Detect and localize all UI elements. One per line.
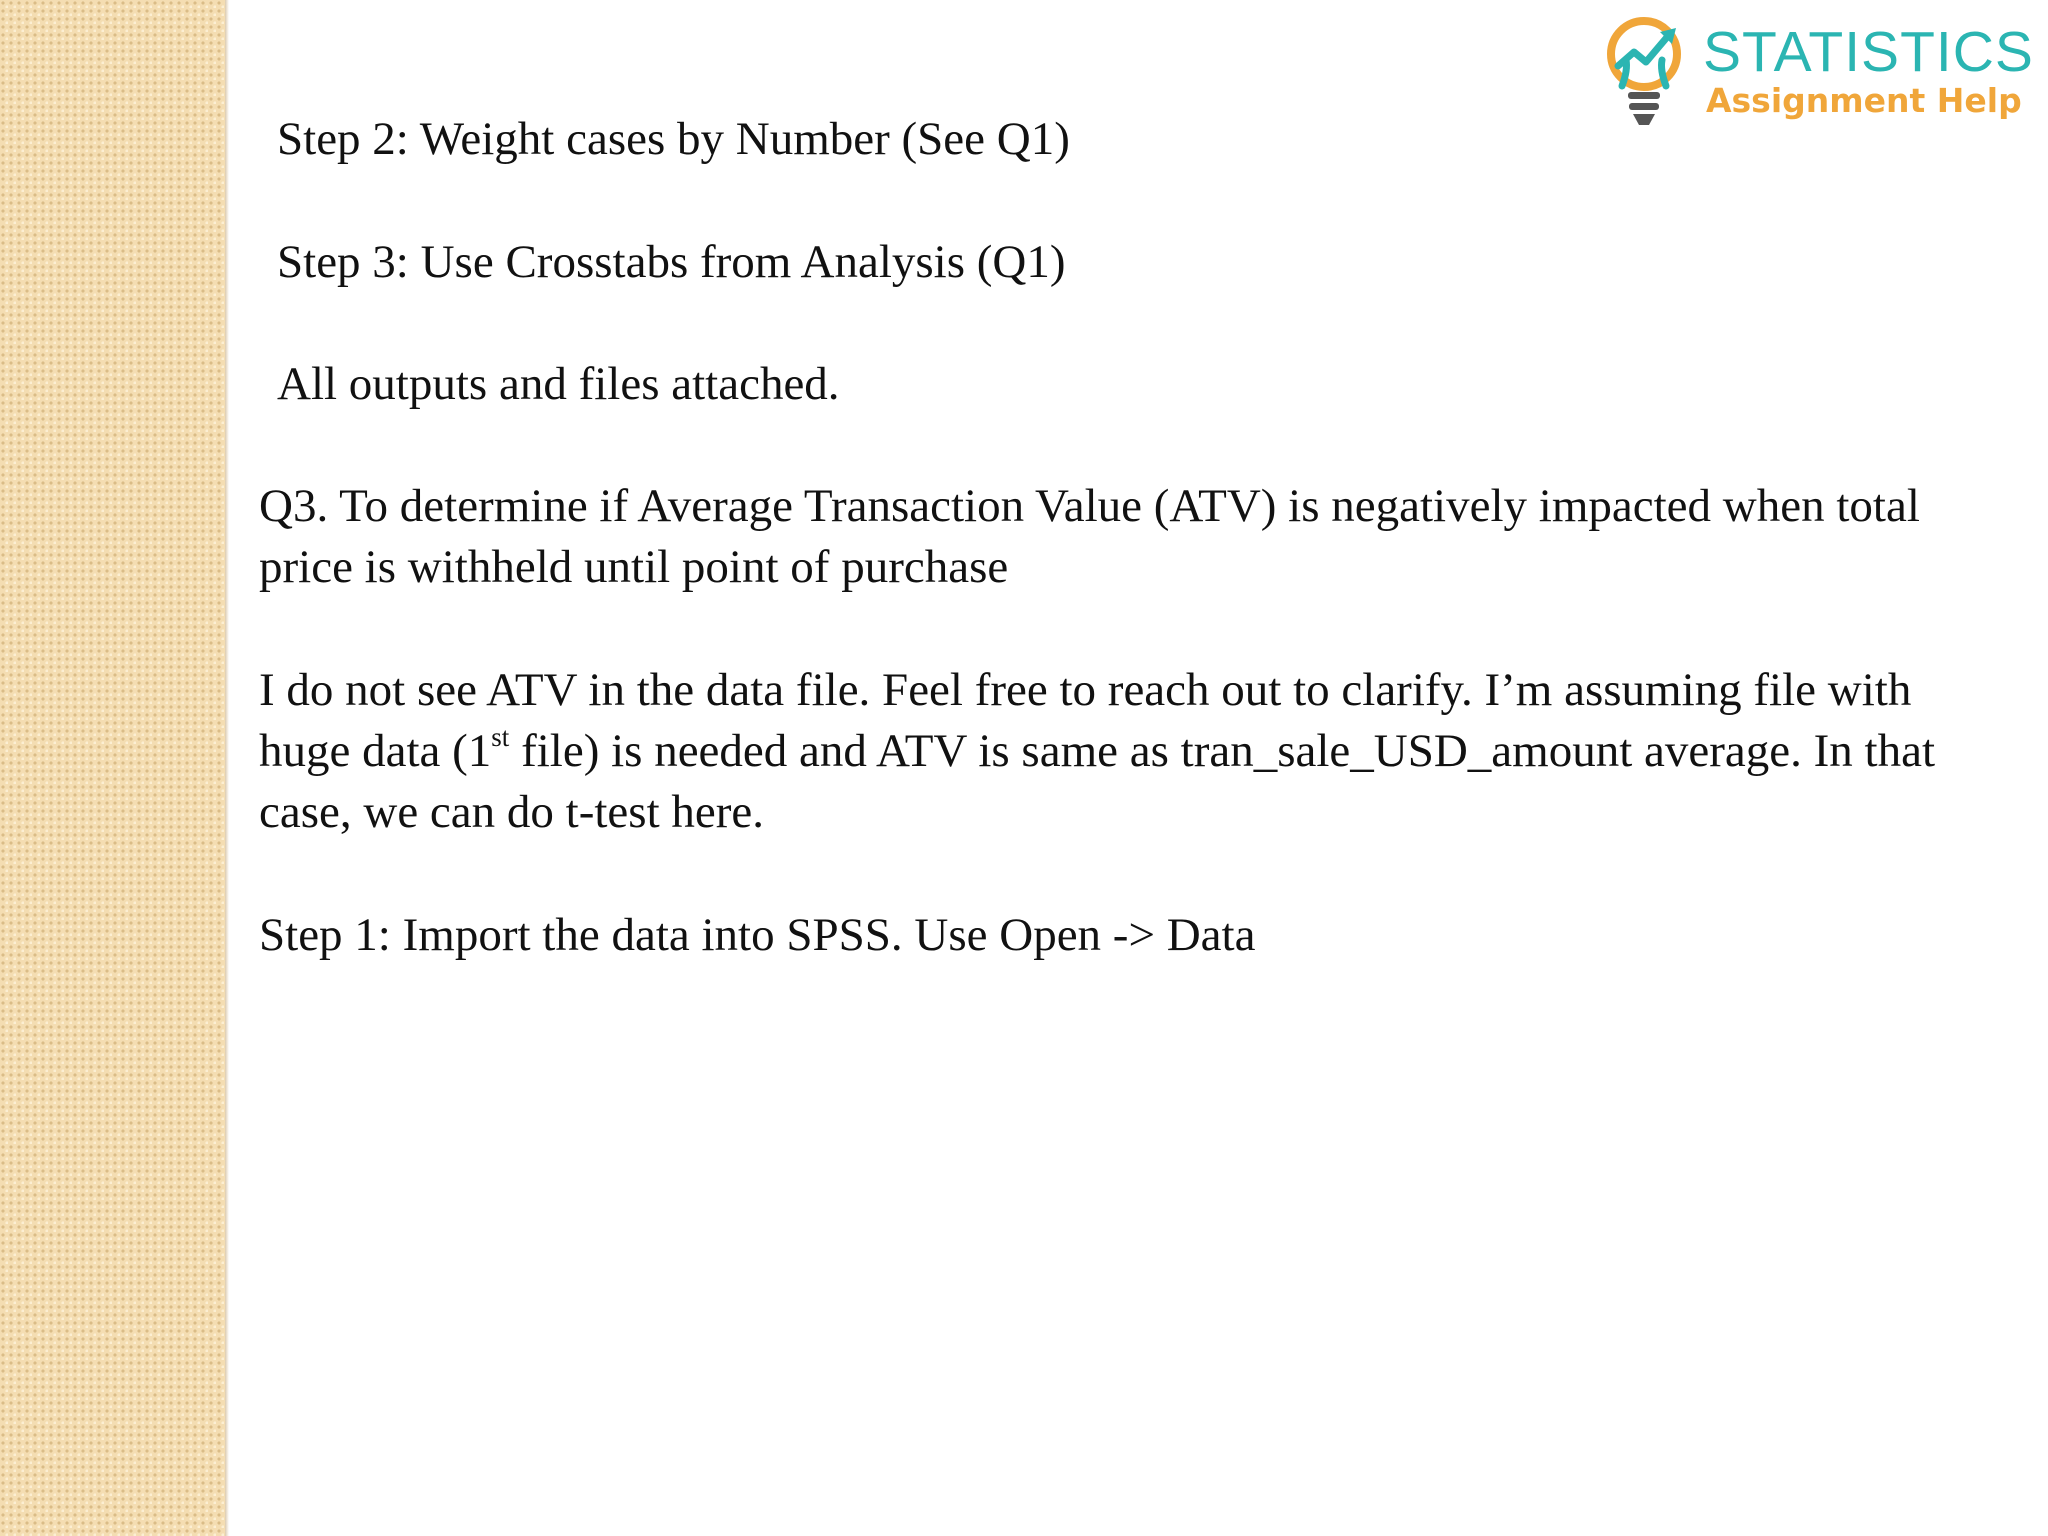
logo-subtitle: Assignment Help [1706,81,2022,120]
note-line-3: case, we can do t-test here. [259,786,764,838]
note-line-1: I do not see ATV in the data file. Feel free to reach out to clarify. I’m assuming file with [259,664,1912,716]
q3-question-line-1: Q3. To determine if Average Transaction Value (ATV) is negatively impacted when total [259,480,1920,532]
step-2-text: Step 2: Weight cases by Number (See Q1) [277,113,1070,165]
note-line-2 [259,721,1935,782]
note-line-2-start: huge data (1 [259,725,492,777]
statistics-assignment-help-logo [1598,8,2034,138]
ordinal-suffix: st [491,722,510,752]
side-band-edge [225,0,229,1536]
step-3-text: Step 3: Use Crosstabs from Analysis (Q1) [277,236,1066,288]
note-line-2-end: file) is needed and ATV is same as tran_sale_USD_amount average. In that [509,725,1936,777]
decorative-side-band [0,0,225,1536]
q3-question-line-2: price is withheld until point of purchase [259,541,1009,593]
step-1-text: Step 1: Import the data into SPSS. Use Open -> Data [259,909,1256,961]
attached-note: All outputs and files attached. [277,358,840,410]
logo-title: STATISTICS [1703,20,2034,84]
lightbulb-chart-icon [1598,8,1698,138]
